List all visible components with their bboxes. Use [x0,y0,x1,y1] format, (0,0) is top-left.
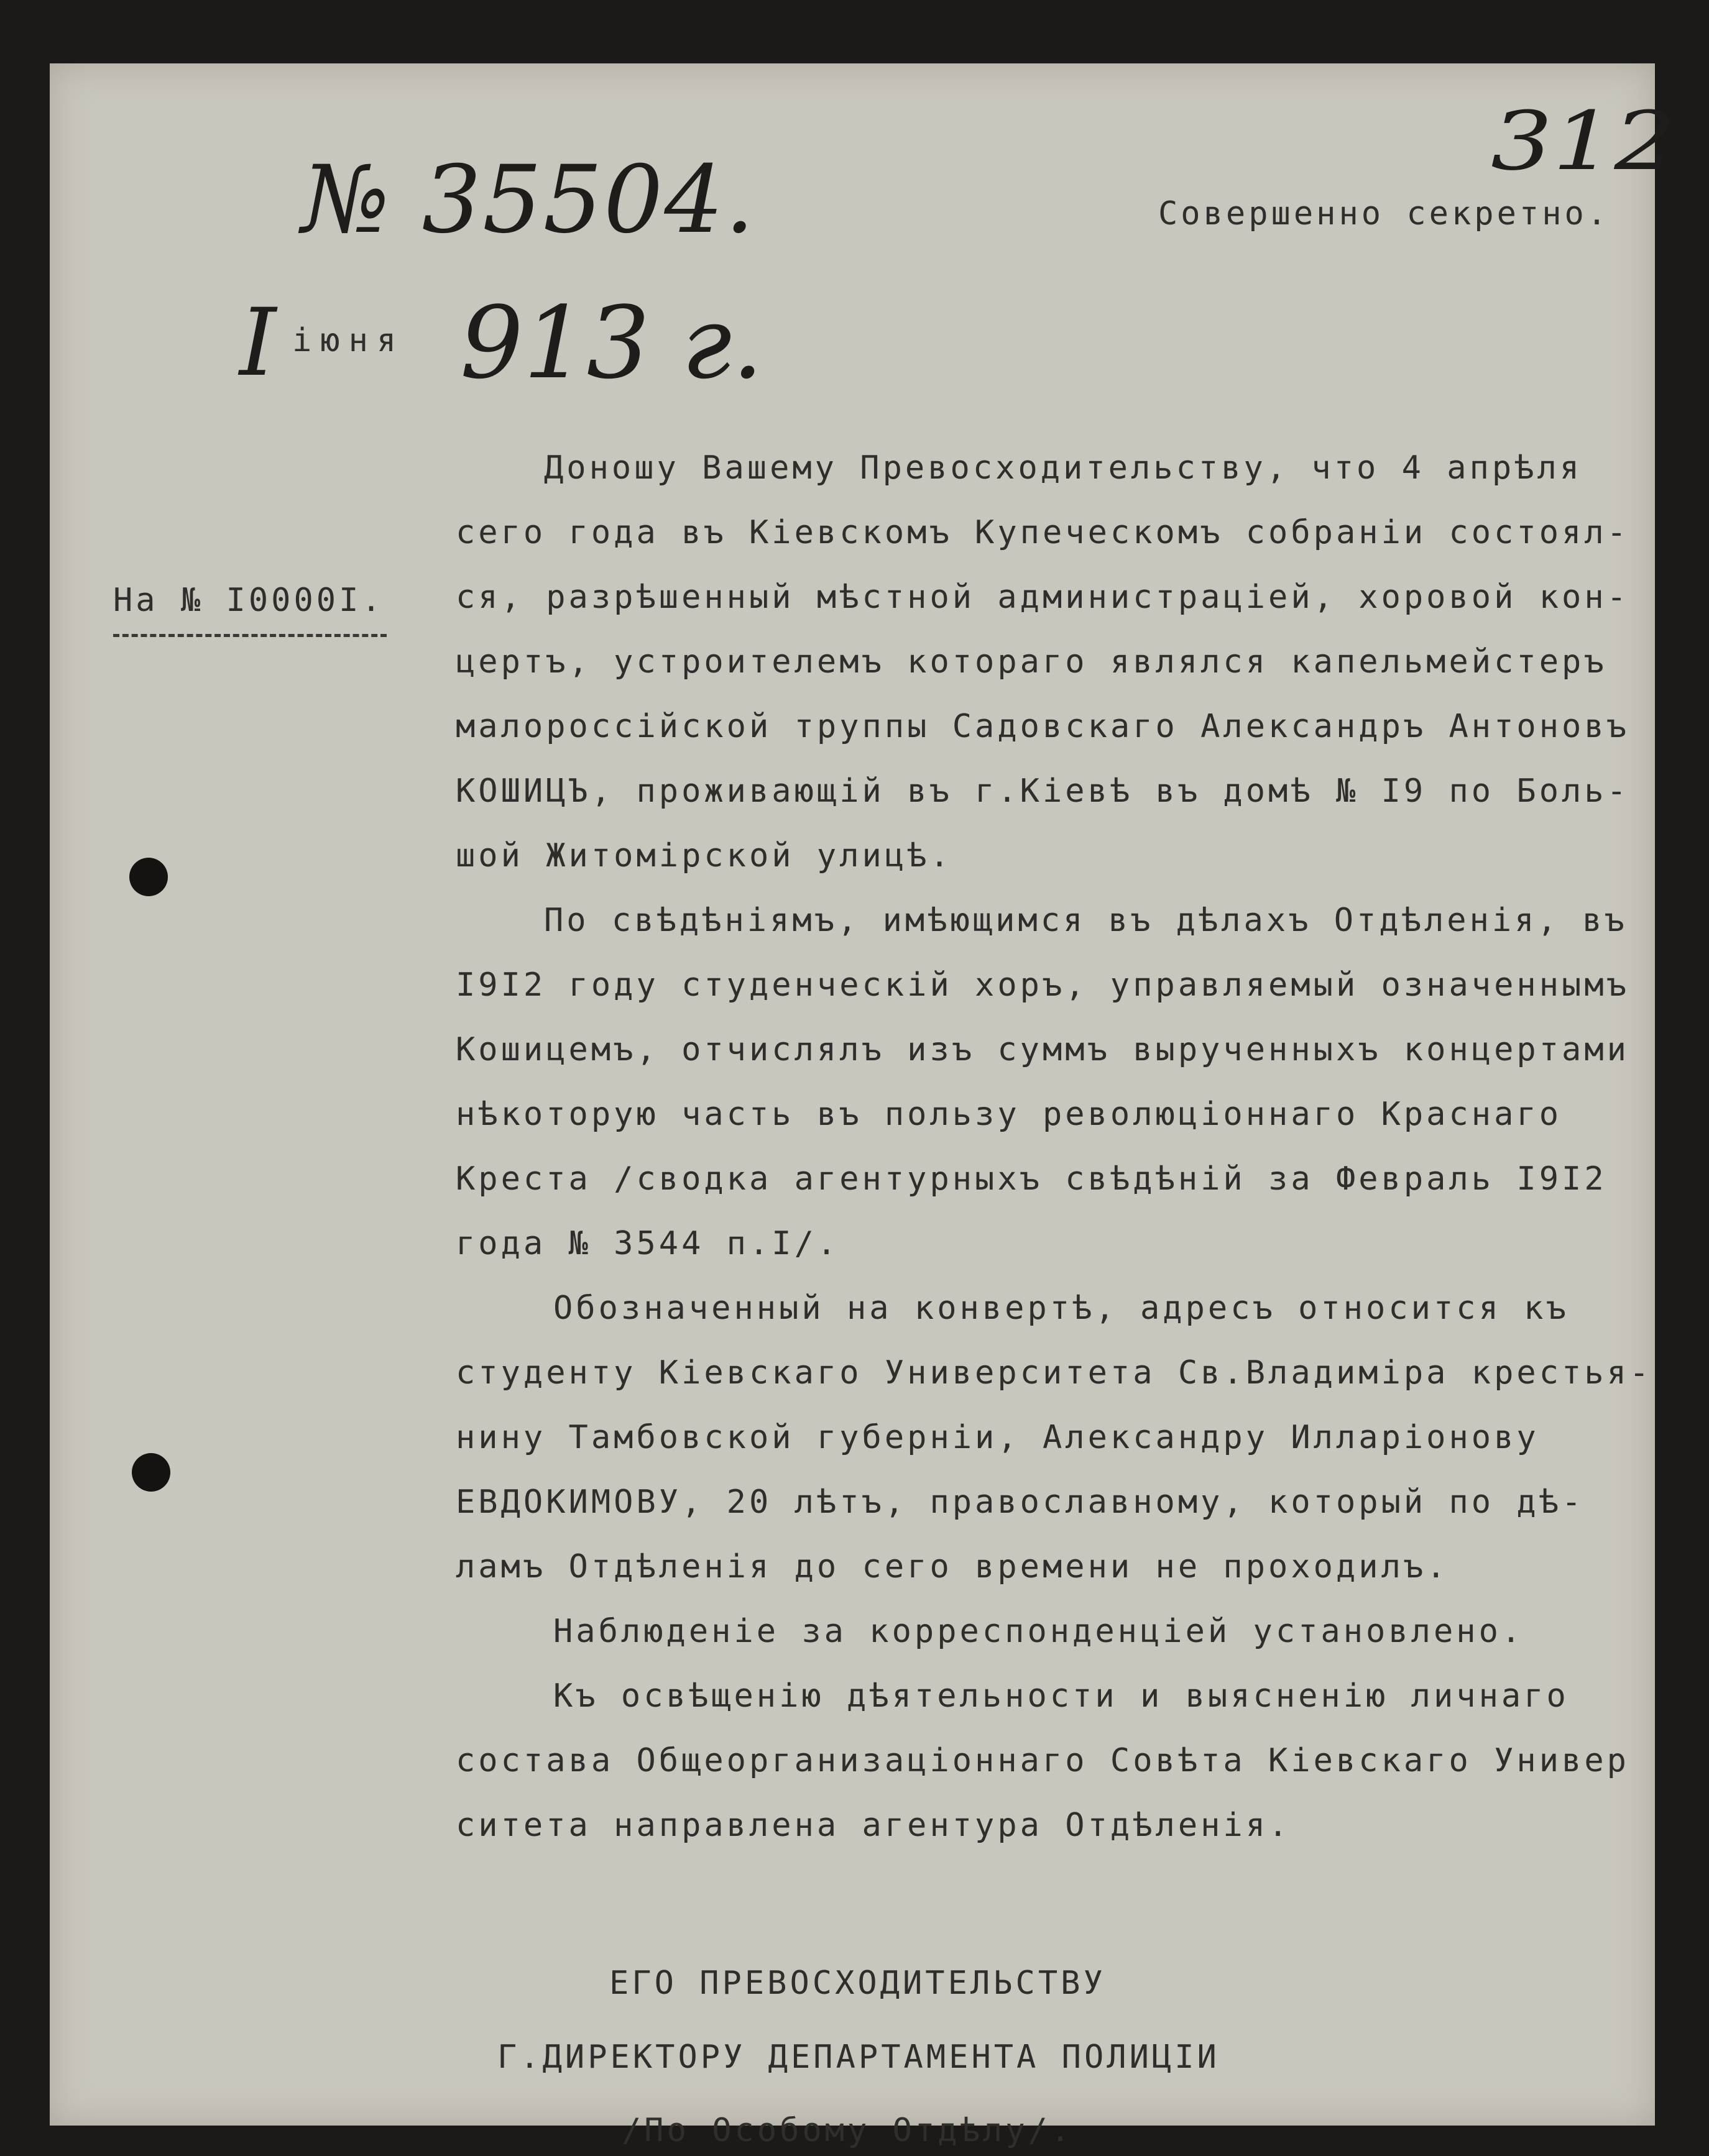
body-line: ламъ Отдѣленія до сего времени не проходилъ. [456,1548,1449,1585]
reference-underline [113,634,387,637]
classification-label: Совершенно секретно. [1158,195,1610,232]
addressee-line: ЕГО ПРЕВОСХОДИТЕЛЬСТВУ [609,1965,1106,2002]
punch-hole-bottom [132,1453,170,1492]
body-line: года № 3544 п.I/. [456,1225,840,1262]
paper-sheet [50,63,1676,2149]
body-line: малороссійской труппы Садовскаго Александръ Антоновъ [456,708,1629,745]
body-line: шой Житомірской улицѣ. [456,837,952,874]
body-line: Кошицемъ, отчислялъ изъ суммъ вырученныхъ концертами [456,1031,1629,1068]
body-line: Къ освѣщенію дѣятельности и выясненію личнаго [553,1677,1569,1715]
body-line: нѣкоторую часть въ пользу революціоннаго Краснаго [456,1096,1562,1133]
body-line: КОШИЦЪ, проживающій въ г.Кіевѣ въ домѣ № I9 по Боль- [456,773,1629,810]
body-line: цертъ, устроителемъ котораго являлся капельмейстеръ [456,643,1607,681]
body-line: Доношу Вашему Превосходительству, что 4 апрѣля [544,449,1583,487]
body-line: По свѣдѣніямъ, имѣющимся въ дѣлахъ Отдѣленія, въ [544,902,1628,939]
body-line: состава Общеорганизаціоннаго Совѣта Кіевскаго Универ [456,1742,1629,1779]
addressee-line: /По Особому Отдѣлу/. [622,2112,1074,2149]
date-prefix: I [239,289,277,397]
body-line: ситета направлена агентура Отдѣленія. [456,1807,1291,1844]
reference-number: На № I0000I. [113,582,384,619]
body-line: нину Тамбовской губерніи, Александру Илларіонову [456,1419,1539,1456]
body-line: Креста /сводка агентурныхъ свѣдѣній за Февраль I9I2 [456,1160,1607,1198]
body-line: Наблюденіе за корреспонденціей установлено. [553,1613,1524,1650]
body-line: Обозначенный на конвертѣ, адресъ относится къ [553,1290,1569,1327]
date-month: іюня [292,322,405,359]
body-line: I9I2 году студенческій хоръ, управляемый означеннымъ [456,966,1629,1004]
addressee-line: Г.ДИРЕКТОРУ ДЕПАРТАМЕНТА ПОЛИЦІИ [497,2039,1220,2076]
body-line: ЕВДОКИМОВУ, 20 лѣтъ, православному, который по дѣ- [456,1484,1585,1521]
body-line: студенту Кіевскаго Университета Св.Владиміра крестья- [456,1354,1652,1392]
body-line: сего года въ Кіевскомъ Купеческомъ собраніи состоял- [456,514,1629,551]
body-line: ся, разрѣшенный мѣстной администраціей, хоровой кон- [456,579,1629,616]
date-year: 913 г. [460,285,763,401]
archive-number: № 35504. [302,146,756,254]
folio-number: 312 [1491,94,1676,188]
punch-hole-top [129,858,168,896]
